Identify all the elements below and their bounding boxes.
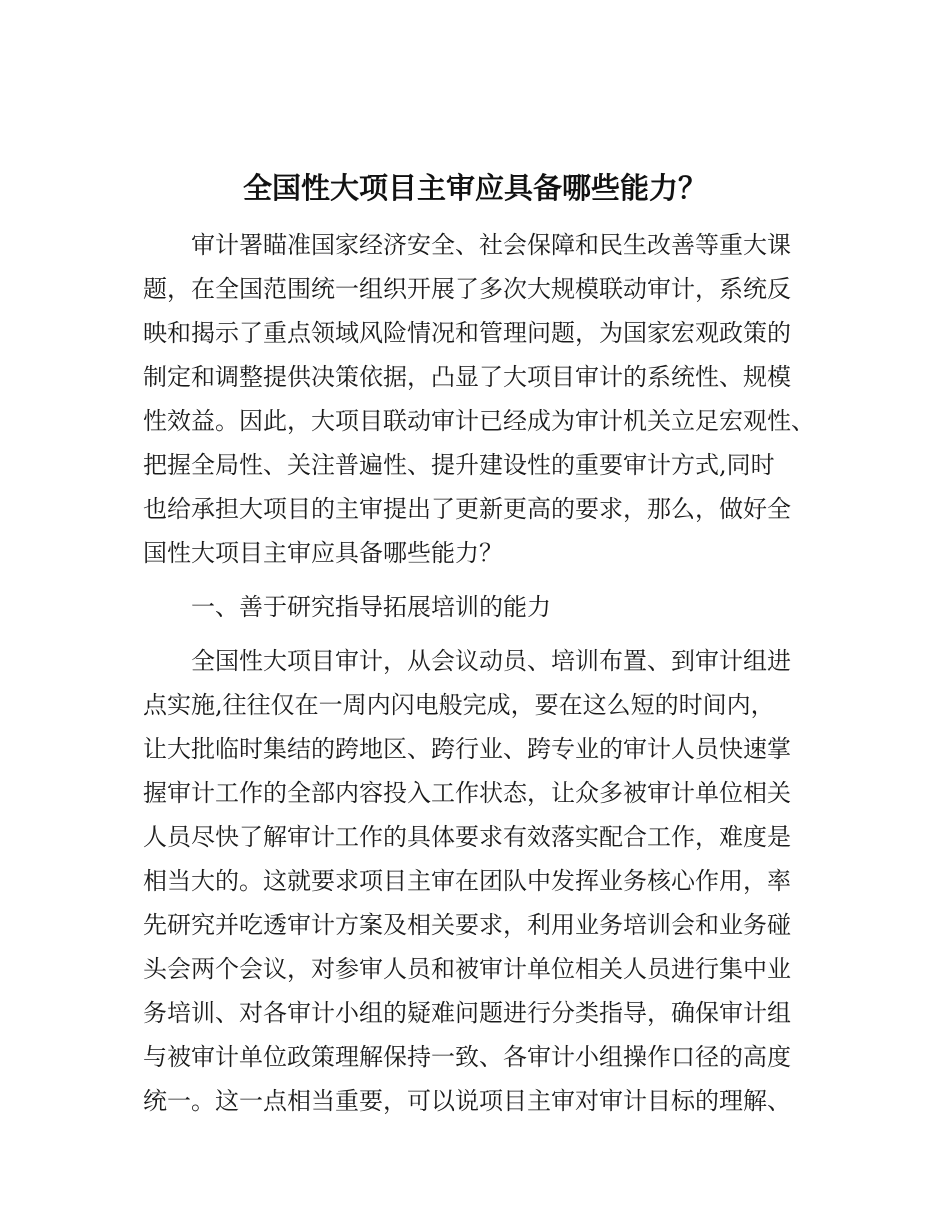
document-title: 全国性大项目主审应具备哪些能力？: [242, 171, 707, 205]
section-heading: 一、善于研究指导拓展培训的能力: [191, 593, 551, 621]
paragraph-line: 让大批临时集结的跨地区、跨行业、跨专业的审计人员快速掌: [143, 735, 791, 763]
paragraph-spacer: [143, 575, 823, 585]
paragraph-line: 性效益。因此，大项目联动审计已经成为审计机关立足宏观性、: [143, 407, 815, 435]
paragraph-line: 头会两个会议，对参审人员和被审计单位相关人员进行集中业: [143, 955, 791, 983]
paragraph-line: 先研究并吃透审计方案及相关要求，利用业务培训会和业务碰: [143, 911, 791, 939]
paragraph-line: 统一。这一点相当重要，可以说项目主审对审计目标的理解、: [143, 1087, 791, 1115]
intro-paragraph: [143, 223, 823, 575]
paragraph-line: 相当大的。这就要求项目主审在团队中发挥业务核心作用，率: [143, 867, 791, 895]
paragraph-line: 也给承担大项目的主审提出了更新更高的要求，那么，做好全: [143, 495, 791, 523]
paragraph-line: 人员尽快了解审计工作的具体要求有效落实配合工作，难度是: [143, 823, 791, 851]
paragraph-line: 务培训、对各审计小组的疑难问题进行分类指导，确保审计组: [143, 999, 791, 1027]
paragraph-line: 题，在全国范围统一组织开展了多次大规模联动审计，系统反: [143, 275, 791, 303]
section-paragraph: [143, 639, 823, 1123]
paragraph-line: 把握全局性、关注普遍性、提升建设性的重要审计方式,同时: [143, 451, 775, 479]
paragraph-line: 握审计工作的全部内容投入工作状态，让众多被审计单位相关: [143, 779, 791, 807]
paragraph-line: 点实施,往往仅在一周内闪电般完成，要在这么短的时间内，: [143, 691, 775, 719]
paragraph-line: 国性大项目主审应具备哪些能力？: [143, 539, 503, 567]
paragraph-line: 审计署瞄准国家经济安全、社会保障和民生改善等重大课: [191, 231, 791, 259]
paragraph-line: 全国性大项目审计，从会议动员、培训布置、到审计组进: [191, 647, 791, 675]
paragraph-line: 与被审计单位政策理解保持一致、各审计小组操作口径的高度: [143, 1043, 791, 1071]
paragraph-line: 制定和调整提供决策依据，凸显了大项目审计的系统性、规模: [143, 363, 791, 391]
paragraph-line: 映和揭示了重点领域风险情况和管理问题，为国家宏观政策的: [143, 319, 791, 347]
paragraph-spacer: [143, 629, 823, 639]
document-body: [143, 223, 823, 1123]
